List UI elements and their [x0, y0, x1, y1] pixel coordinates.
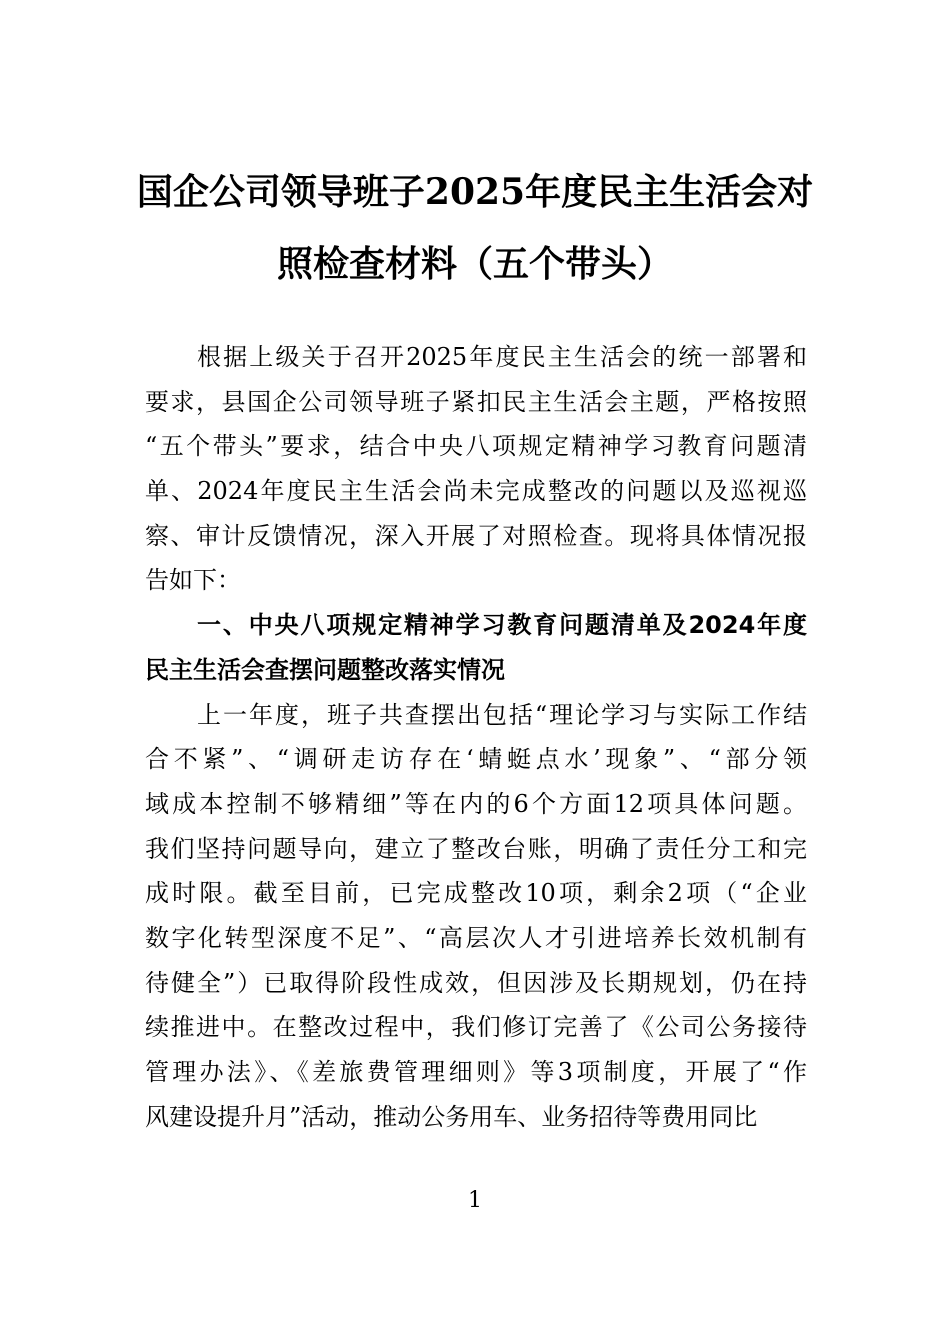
text-line: 一、中央八项规定精神学习教育问题清单及2024年度: [197, 611, 807, 640]
text-line: 上一年度，班子共查摆出包括“理论学习与实际工作结: [197, 700, 807, 729]
document-title-line-1: 国企公司领导班子2025年度民主生活会对: [136, 171, 814, 213]
text-line: 合不紧”、“调研走访存在‘蜻蜓点水’现象”、“部分领: [145, 745, 807, 774]
document-body: [145, 335, 807, 1139]
section-heading: [145, 603, 807, 692]
text-line: 要求，县国企公司领导班子紧扣民主生活会主题，严格按照: [145, 387, 807, 416]
text-line: 单、2024年度民主生活会尚未完成整改的问题以及巡视巡: [145, 477, 807, 506]
text-line: 告如下：: [145, 566, 241, 595]
text-line: 管理办法》、《差旅费管理细则》等3项制度，开展了“作: [145, 1058, 807, 1086]
text-line: 民主生活会查摆问题整改落实情况: [145, 655, 505, 684]
text-line: 根据上级关于召开2025年度民主生活会的统一部署和: [197, 343, 807, 371]
text-line: “五个带头”要求，结合中央八项规定精神学习教育问题清: [145, 432, 807, 461]
paragraph: [145, 335, 807, 603]
text-line: 风建设提升月”活动，推动公务用车、业务招待等费用同比: [145, 1102, 758, 1131]
document-title-line-2: 照检查材料（五个带头）: [276, 243, 673, 285]
paragraph: [145, 693, 807, 1140]
page-number: 1: [468, 1188, 482, 1213]
text-line: 待健全”）已取得阶段性成效，但因涉及长期规划，仍在持: [145, 968, 807, 997]
text-line: 数字化转型深度不足”、“高层次人才引进培养长效机制有: [145, 923, 807, 952]
text-line: 成时限。截至目前，已完成整改10项，剩余2项（“企业: [145, 879, 807, 908]
text-line: 域成本控制不够精细”等在内的6个方面12项具体问题。: [145, 789, 807, 818]
text-line: 察、审计反馈情况，深入开展了对照检查。现将具体情况报: [145, 521, 807, 550]
text-line: 我们坚持问题导向，建立了整改台账，明确了责任分工和完: [145, 834, 807, 863]
text-line: 续推进中。在整改过程中，我们修订完善了《公司公务接待: [145, 1013, 807, 1042]
